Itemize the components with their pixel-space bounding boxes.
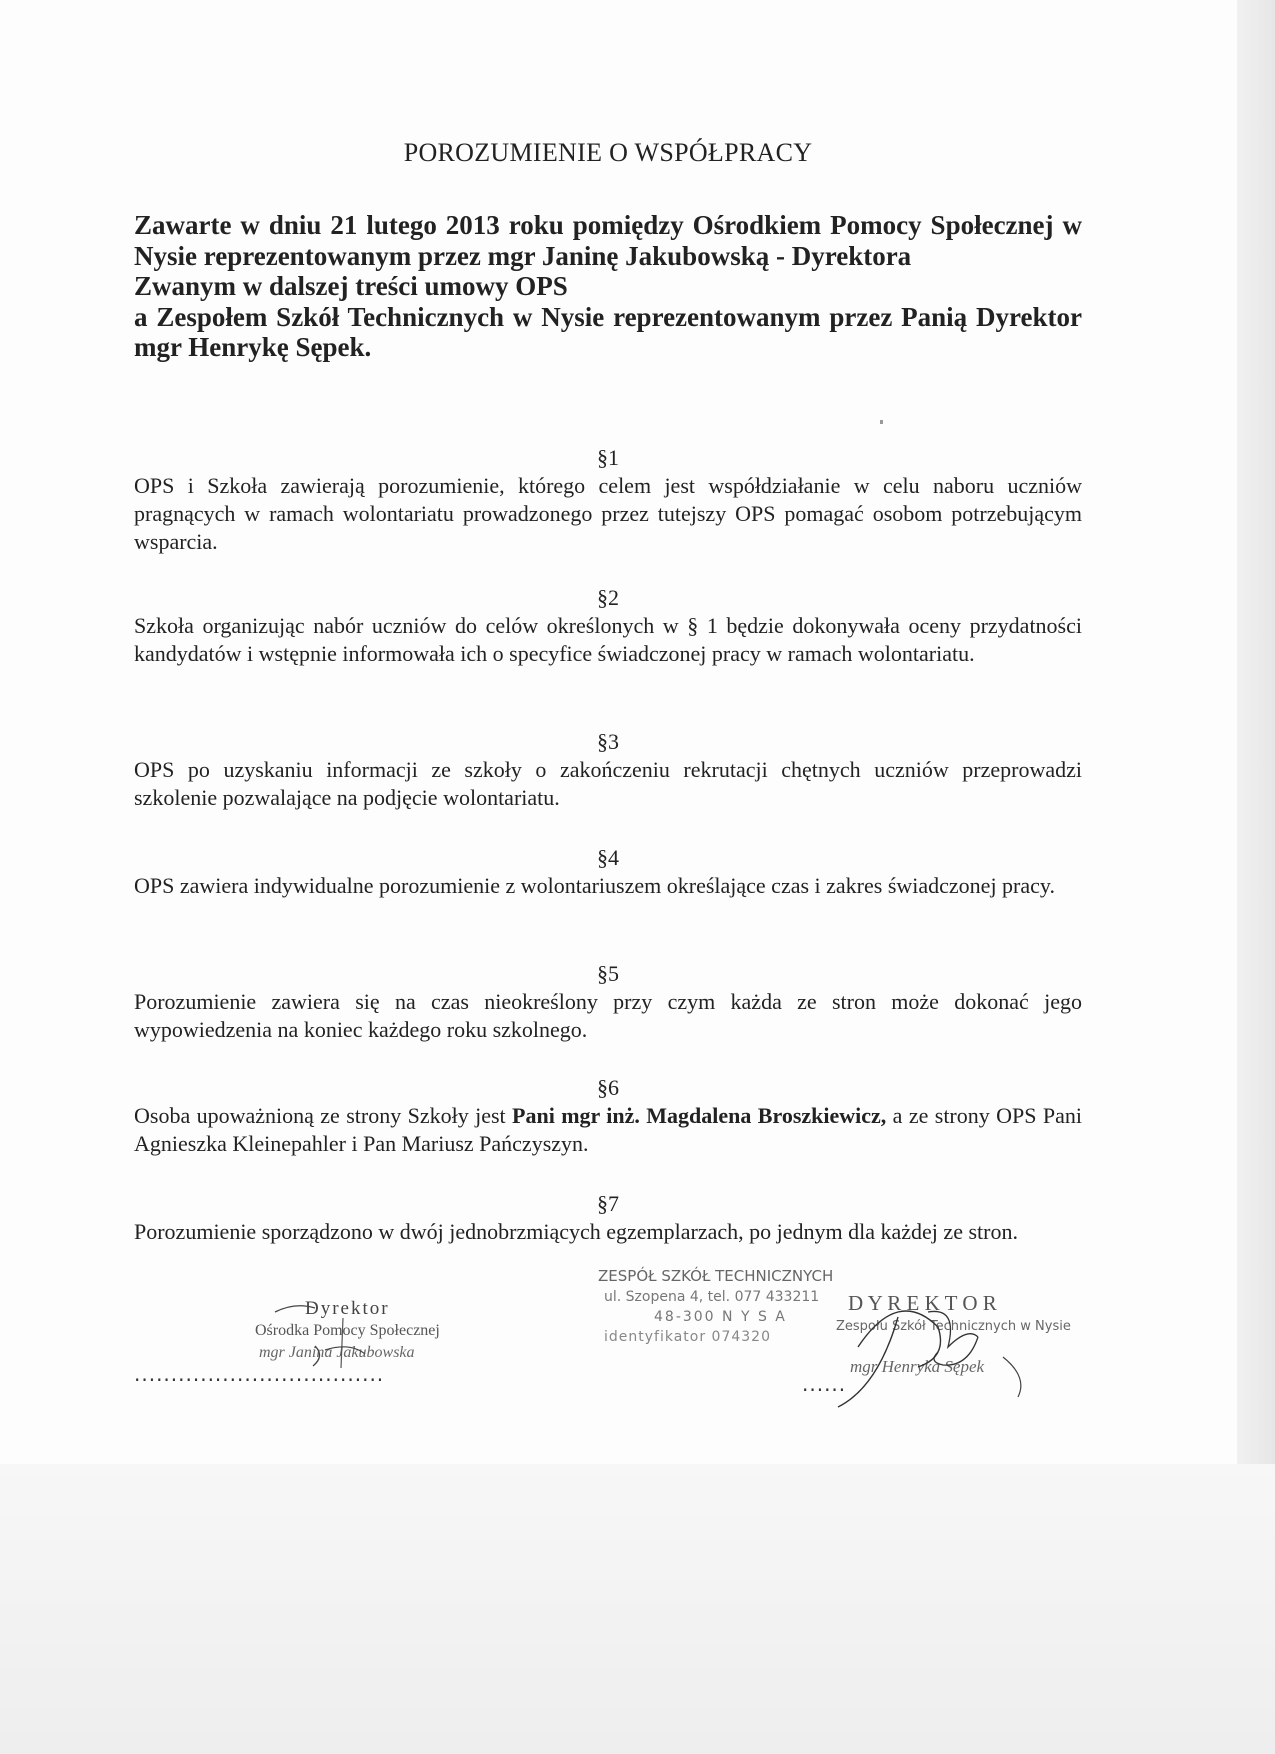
- stamp-director-subtitle: Zespołu Szkół Technicznych w Nysie: [836, 1319, 1071, 1334]
- section-4: [134, 844, 1082, 900]
- stamp-title: Dyrektor: [305, 1298, 390, 1319]
- scan-edge-bottom: [0, 1464, 1275, 1754]
- stamp-name: mgr Janina Jakubowska: [259, 1344, 415, 1361]
- stamp-school-name: ZESPÓŁ SZKÓŁ TECHNICZNYCH: [598, 1267, 834, 1285]
- stamp-director-title: D Y R E K T O R: [848, 1291, 997, 1315]
- intro-block: [134, 210, 1082, 363]
- stamp-institution: Ośrodka Pomocy Społecznej: [255, 1322, 440, 1339]
- intro-line-ops: Zwanym w dalszej treści umowy OPS: [134, 271, 568, 301]
- intro-line-school: a Zespołem Szkół Technicznych w Nysie reprezentowanym przez Panią Dyrektor mgr Henrykę Sępek.: [134, 301, 1082, 362]
- section-text: Szkoła organizując nabór uczniów do celów określonych w § 1 będzie dokonywała oceny przydatności kandydatów i wstępnie informowała ich o specyfice świadczonej pracy w ramach wolontariatu.: [134, 613, 1082, 666]
- section-number: §7: [597, 1191, 619, 1216]
- speck-mark: [880, 420, 883, 424]
- ops-signature-line: ..................................: [134, 1362, 385, 1386]
- section-1: [134, 444, 1082, 556]
- section-text: OPS i Szkoła zawierają porozumienie, którego celem jest współdziałanie w celu naboru uczniów pragnących w ramach wolontariatu prowadzonego przez tutejszy OPS pomagać osobom potrzebującym wsparcia.: [134, 473, 1082, 554]
- section-6: [134, 1074, 1082, 1158]
- section-text-pre: Osoba upoważnioną ze strony Szkoły jest: [134, 1103, 513, 1128]
- stamp-address: ul. Szopena 4, tel. 077 433211: [604, 1289, 820, 1305]
- section-number: §2: [597, 585, 619, 610]
- section-text: Porozumienie sporządzono w dwój jednobrzmiących egzemplarzach, po jednym dla każdej ze stron.: [134, 1219, 1018, 1244]
- section-3: [134, 728, 1082, 812]
- section-7: [134, 1190, 1082, 1246]
- section-text: OPS zawiera indywidualne porozumienie z wolontariuszem określające czas i zakres świadczonej pracy.: [134, 873, 1055, 898]
- section-number: §3: [597, 729, 619, 754]
- section-number: §1: [597, 445, 619, 470]
- signature-scribble-right: [598, 1267, 1068, 1412]
- document-title: POROZUMIENIE O WSPÓŁPRACY: [403, 138, 813, 167]
- stamp-director-name: mgr Henryka Sępek: [850, 1357, 985, 1376]
- section-number: §4: [597, 845, 619, 870]
- section-2: [134, 584, 1082, 668]
- school-director-stamp: [598, 1267, 1071, 1377]
- intro-line-parties: Zawarte w dniu 21 lutego 2013 roku pomiędzy Ośrodkiem Pomocy Społecznej w Nysie reprezentowanym przez mgr Janinę Jakubowską - Dyrektora: [134, 210, 1082, 271]
- signature-scribble-left: [255, 1298, 485, 1368]
- section-text: [134, 1102, 1082, 1158]
- authorized-person: Pani mgr inż. Magdalena Broszkiewicz,: [512, 1103, 887, 1128]
- section-text: Porozumienie zawiera się na czas nieokreślony przy czym każda ze stron może dokonać jego wypowiedzenia na koniec każdego roku szkolnego.: [134, 989, 1082, 1042]
- stamp-identifier: identyfikator 074320: [604, 1329, 771, 1345]
- section-number: §6: [597, 1075, 619, 1100]
- school-signature-line: ......: [802, 1372, 847, 1396]
- section-text: OPS po uzyskaniu informacji ze szkoły o zakończeniu rekrutacji chętnych uczniów przeprowadzi szkolenie pozwalające na podjęcie wolontariatu.: [134, 757, 1082, 810]
- section-text-post: a ze strony OPS Pani Agnieszka Kleinepahler i Pan Mariusz Pańczyszyn.: [134, 1103, 1082, 1156]
- stamp-city: 48-300 N Y S A: [654, 1309, 787, 1325]
- section-number: §5: [597, 961, 619, 986]
- ops-director-stamp: [255, 1298, 485, 1368]
- section-5: [134, 960, 1082, 1044]
